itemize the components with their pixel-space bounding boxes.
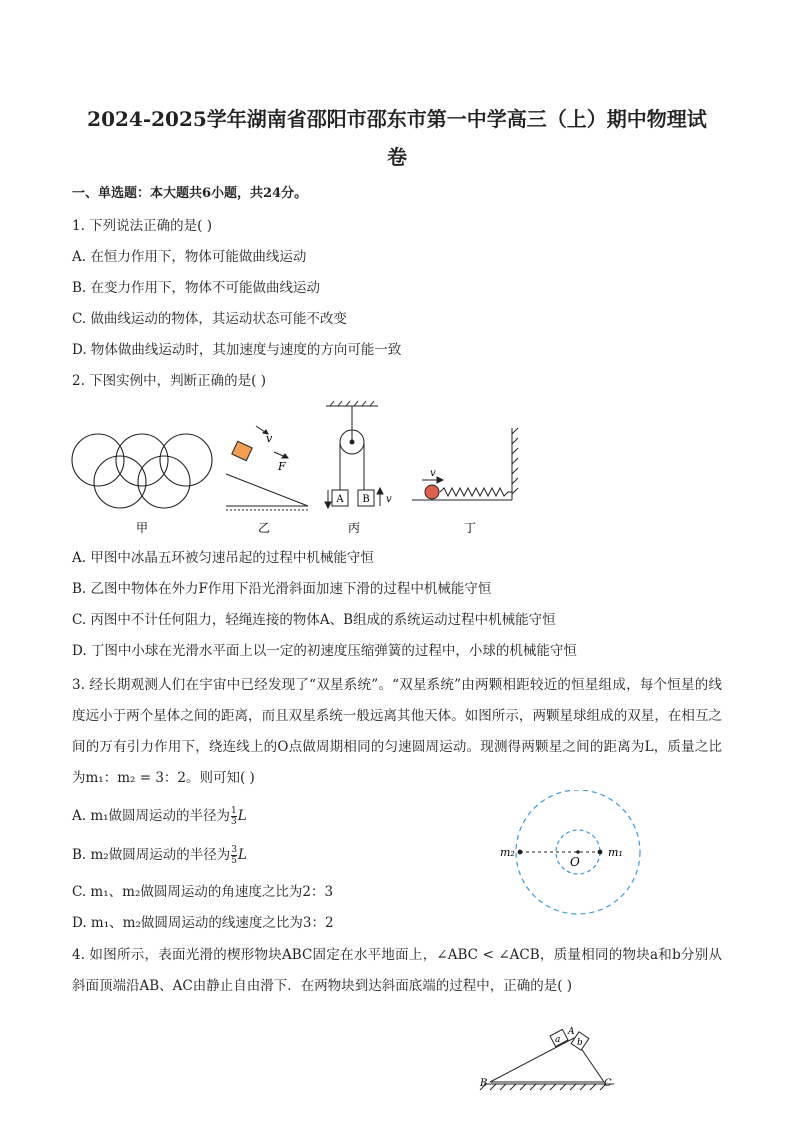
velocity-label-ding: v (430, 468, 436, 479)
fig-label-yi: 乙 (257, 521, 271, 535)
q2-option-a: A. 甲图中冰晶五环被匀速吊起的过程中机械能守恒 (72, 550, 374, 566)
q3-stem: 3. 经长期观测人们在宇宙中已经发现了“双星系统”。“双星系统”由两颗相距较近的恒星组成，每个恒星的线度远小于两个星体之间的距离，而且双星系统一般远离其他天体。如图所示，两颗星球组成的双星，在相互之间的万有引力作用下，绕连线上的O点做周期相同的匀速圆周运动。现测得两颗星之间的距离为L，质量之比为m₁：m₂ = 3：2。则可知( ) (72, 677, 722, 786)
vertex-b: B (480, 1078, 488, 1089)
label-a: a (555, 1035, 561, 1045)
page-title (40, 100, 754, 176)
incline-block (232, 441, 252, 460)
wedge-figure (474, 1020, 624, 1096)
q2-figures (60, 398, 530, 546)
q1-stem: 1. 下列说法正确的是( ) (72, 218, 212, 234)
q4-stem: 4. 如图所示，表面光滑的楔形物块ABC固定在水平地面上，∠ABC < ∠ACB，质量相同的物块a和b分别从斜面顶端沿AB、AC由静止自由滑下．在两物块到达斜面底端的过程中，正确的是( ) (72, 947, 722, 994)
label-m2: m₂ (500, 846, 515, 859)
q3-option-a: A. m₁做圆周运动的半径为 $\frac{1}{3}$ L (72, 806, 247, 827)
star-m1 (598, 850, 603, 855)
q2-option-b: B. 乙图中物体在外力F作用下沿光滑斜面加速下滑的过程中机械能守恒 (72, 581, 492, 597)
block-label-a: A (336, 494, 344, 505)
label-o: O (570, 855, 580, 869)
force-label-yi: F (278, 460, 286, 473)
olympic-rings-figure (72, 434, 212, 508)
q3-option-b: B. m₂做圆周运动的半径为 $\frac{3}{5}$ L (72, 845, 247, 866)
fig-label-bing: 丙 (347, 521, 361, 535)
q2-stem: 2. 下图实例中，判断正确的是( ) (72, 373, 266, 389)
q1-option-a: A. 在恒力作用下，物体可能做曲线运动 (72, 249, 307, 265)
pulley-figure (325, 401, 383, 508)
label-m1: m₁ (608, 846, 623, 859)
q3-option-c: C. m₁、m₂做圆周运动的角速度之比为2：3 (72, 884, 334, 900)
velocity-label-yi: v (266, 432, 273, 445)
fig-label-jia: 甲 (135, 521, 149, 535)
q1-option-d: D. 物体做曲线运动时，其加速度与速度的方向可能一致 (72, 342, 402, 358)
q2-option-c: C. 丙图中不计任何阻力，轻绳连接的物体A、B组成的系统运动过程中机械能守恒 (72, 612, 556, 628)
center-o (576, 850, 580, 854)
binary-star-figure (494, 790, 664, 916)
velocity-label-bing: v (386, 494, 392, 505)
q1-option-c: C. 做曲线运动的物体，其运动状态可能不改变 (72, 311, 347, 327)
vertex-a: A (568, 1027, 575, 1037)
q2-option-d: D. 丁图中小球在光滑水平面上以一定的初速度压缩弹簧的过程中，小球的机械能守恒 (72, 643, 577, 659)
title-line-1: 2024-2025学年湖南省邵阳市邵东市第一中学高三（上）期中物理试 (87, 107, 707, 131)
title-line-2: 卷 (387, 145, 407, 169)
fig-label-ding: 丁 (463, 521, 477, 535)
q1-option-b: B. 在变力作用下，物体不可能做曲线运动 (72, 280, 321, 296)
vertex-c: C (604, 1078, 612, 1089)
block-label-b: B (362, 494, 370, 505)
star-m2 (518, 850, 523, 855)
q3-option-d: D. m₁、m₂做圆周运动的线速度之比为3：2 (72, 915, 334, 931)
label-b: b (577, 1038, 583, 1048)
ball (425, 485, 439, 499)
section-heading: 一、单选题：本大题共6小题，共24分。 (72, 186, 308, 201)
